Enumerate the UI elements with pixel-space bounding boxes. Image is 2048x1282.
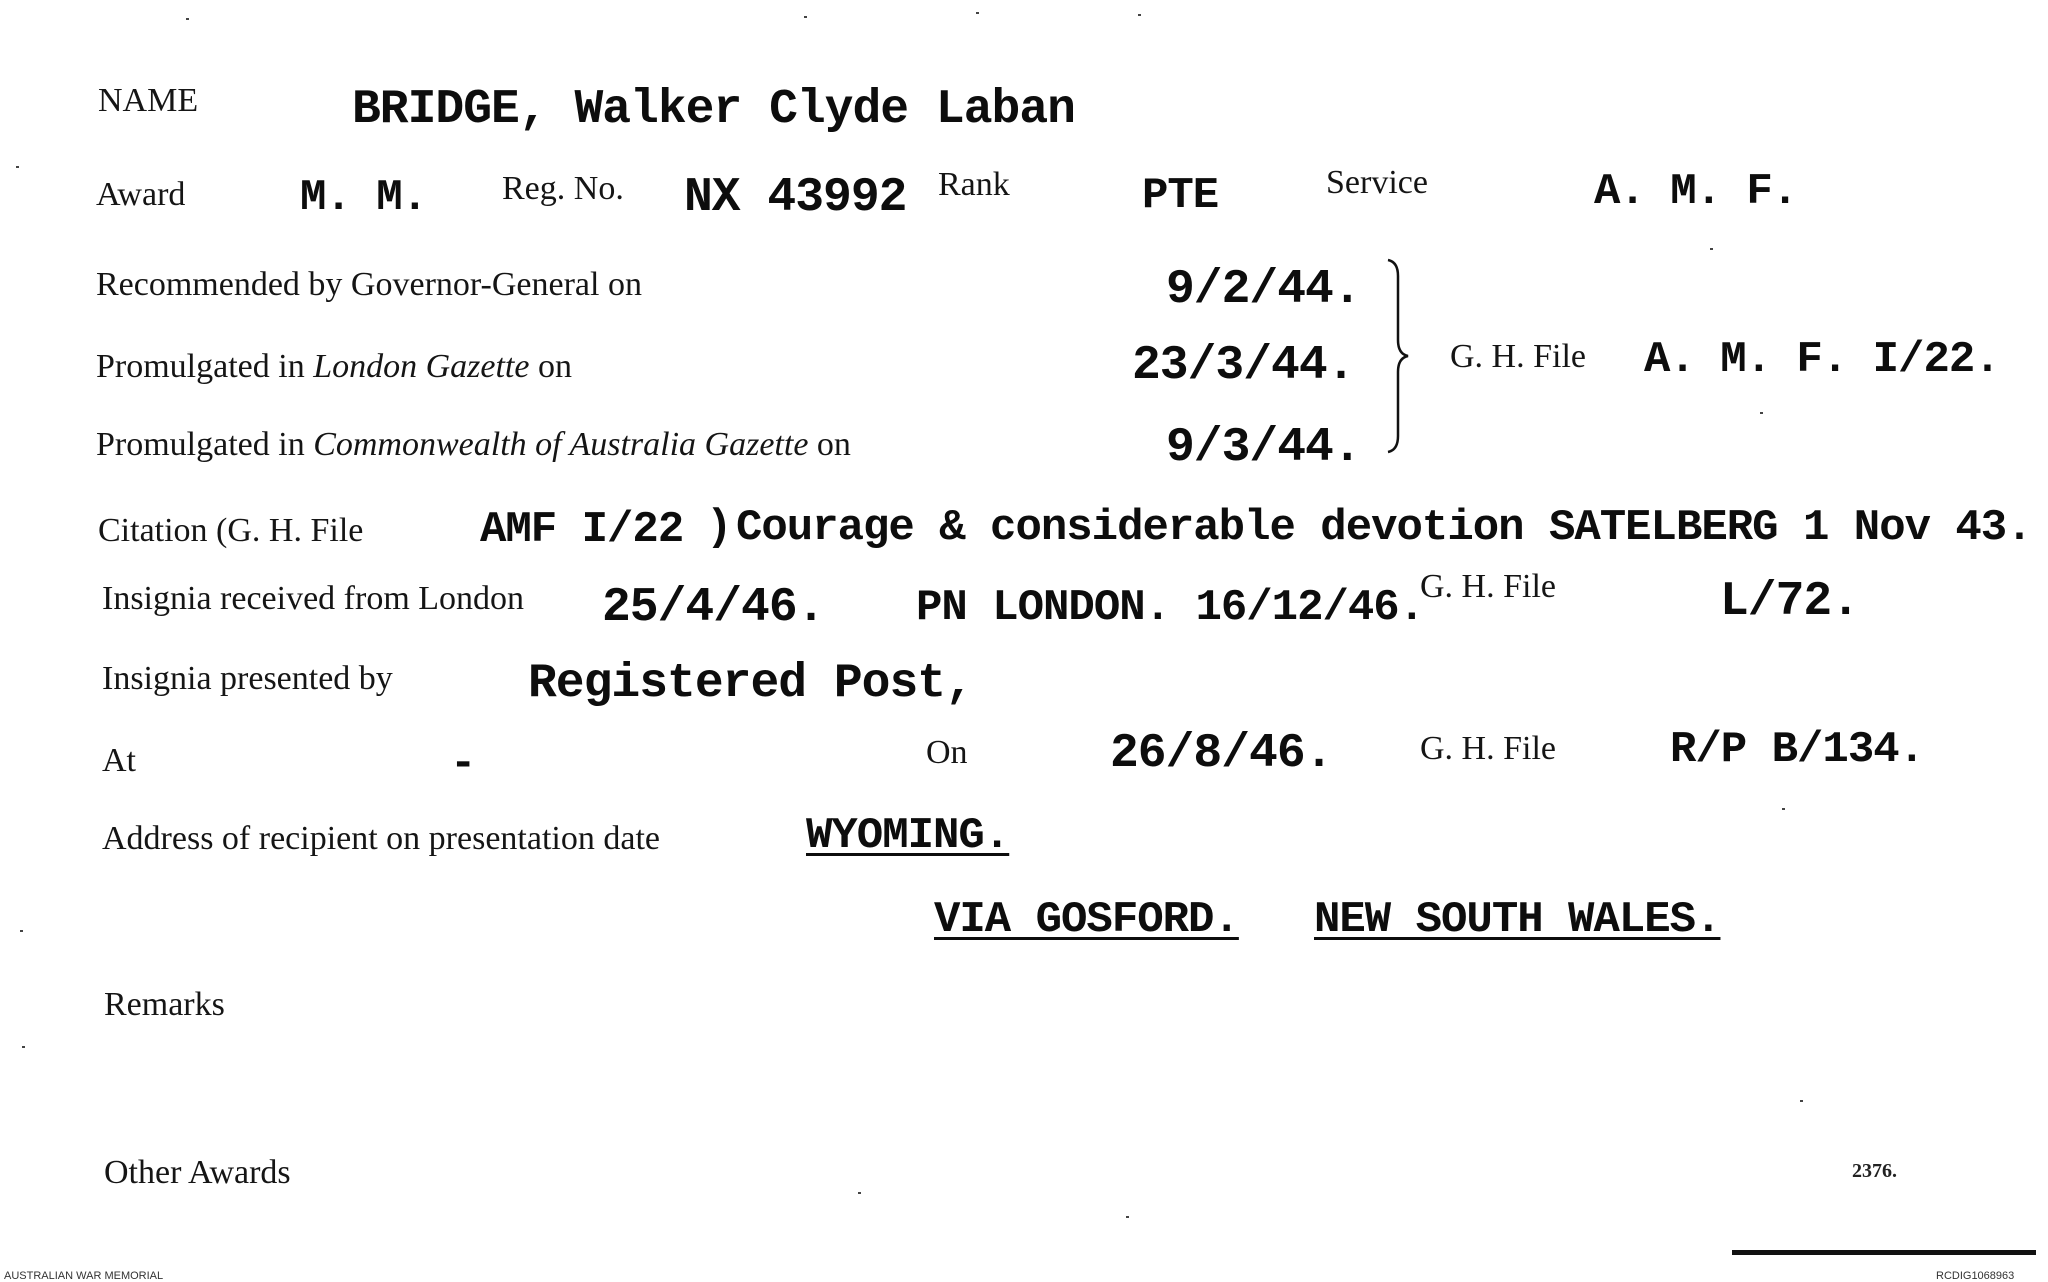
bottom-rule (1732, 1250, 2036, 1255)
gh-file-value-2: L/72. (1720, 575, 1860, 629)
gh-file-label-2: G. H. File (1420, 568, 1556, 605)
scan-speck (1760, 412, 1763, 414)
scan-speck (186, 18, 189, 20)
gh-file-label-3: G. H. File (1420, 730, 1556, 767)
remarks-label: Remarks (104, 986, 225, 1023)
promulgated-in-text: Promulgated in (96, 426, 305, 463)
scan-speck (976, 12, 979, 14)
scan-speck (1782, 808, 1785, 810)
london-gazette-date: 23/3/44. (1132, 339, 1355, 393)
scan-speck (1800, 1100, 1803, 1102)
scan-speck (1710, 248, 1713, 250)
reg-no-label: Reg. No. (502, 170, 624, 207)
insignia-presented-label: Insignia presented by (102, 660, 393, 697)
address-line-1: WYOMING. (806, 811, 1010, 861)
address-line-2b: NEW SOUTH WALES. (1314, 895, 1721, 945)
insignia-received-date: 25/4/46. (602, 581, 825, 635)
recommended-date: 9/2/44. (1166, 263, 1361, 317)
footer-right-credit: RCDIG1068963 (1936, 1270, 2015, 1282)
insignia-received-label: Insignia received from London (102, 580, 525, 617)
scan-speck (858, 1192, 861, 1194)
insignia-presented-value: Registered Post, (528, 657, 973, 711)
citation-file: AMF I/22 (480, 505, 684, 555)
name-value: BRIDGE, Walker Clyde Laban (352, 83, 1075, 137)
catalogue-number: 2376. (1852, 1160, 1897, 1182)
other-awards-label: Other Awards (104, 1154, 291, 1191)
award-label: Award (96, 176, 186, 213)
promulgated-london-label (96, 350, 572, 384)
scan-speck (1138, 14, 1141, 16)
footer-left-credit: AUSTRALIAN WAR MEMORIAL (4, 1270, 164, 1282)
london-gazette-text: London Gazette (313, 348, 530, 385)
insignia-received-note: PN LONDON. 16/12/46. (916, 583, 1425, 633)
on-date: 26/8/46. (1110, 727, 1333, 781)
scan-speck (16, 166, 19, 168)
scan-speck (1126, 1216, 1129, 1218)
citation-label: Citation (G. H. File (98, 512, 364, 549)
promulgated-commonwealth-label (96, 428, 851, 462)
service-value: A. M. F. (1594, 167, 1798, 217)
gh-file-value-1: A. M. F. I/22. (1644, 335, 2000, 385)
scan-speck (22, 1046, 25, 1048)
award-value: M. M. (300, 173, 428, 223)
gh-file-label-1: G. H. File (1450, 338, 1586, 375)
scan-speck (804, 16, 807, 18)
on-text: on (537, 348, 572, 385)
reg-no-value: NX 43992 (684, 171, 907, 225)
at-value: - (450, 739, 476, 789)
commonwealth-gazette-text: Commonwealth of Australia Gazette (313, 426, 809, 463)
at-label: At (102, 742, 136, 779)
brace-icon (1384, 256, 1414, 456)
rank-value: PTE (1142, 171, 1219, 221)
gh-file-value-3: R/P B/134. (1670, 725, 1925, 775)
service-label: Service (1326, 164, 1428, 201)
citation-text: Courage & considerable devotion SATELBERG 1 Nov 43. (736, 503, 2032, 553)
on-label: On (926, 734, 968, 771)
scan-speck (20, 930, 23, 932)
address-line-2a: VIA GOSFORD. (934, 895, 1239, 945)
on-text: on (816, 426, 851, 463)
recommended-label: Recommended by Governor-General on (96, 266, 642, 303)
citation-paren: ) (706, 503, 732, 553)
commonwealth-gazette-date: 9/3/44. (1166, 421, 1361, 475)
promulgated-in-text: Promulgated in (96, 348, 305, 385)
name-label: NAME (98, 82, 199, 119)
rank-label: Rank (938, 166, 1010, 203)
address-label: Address of recipient on presentation date (102, 820, 660, 857)
